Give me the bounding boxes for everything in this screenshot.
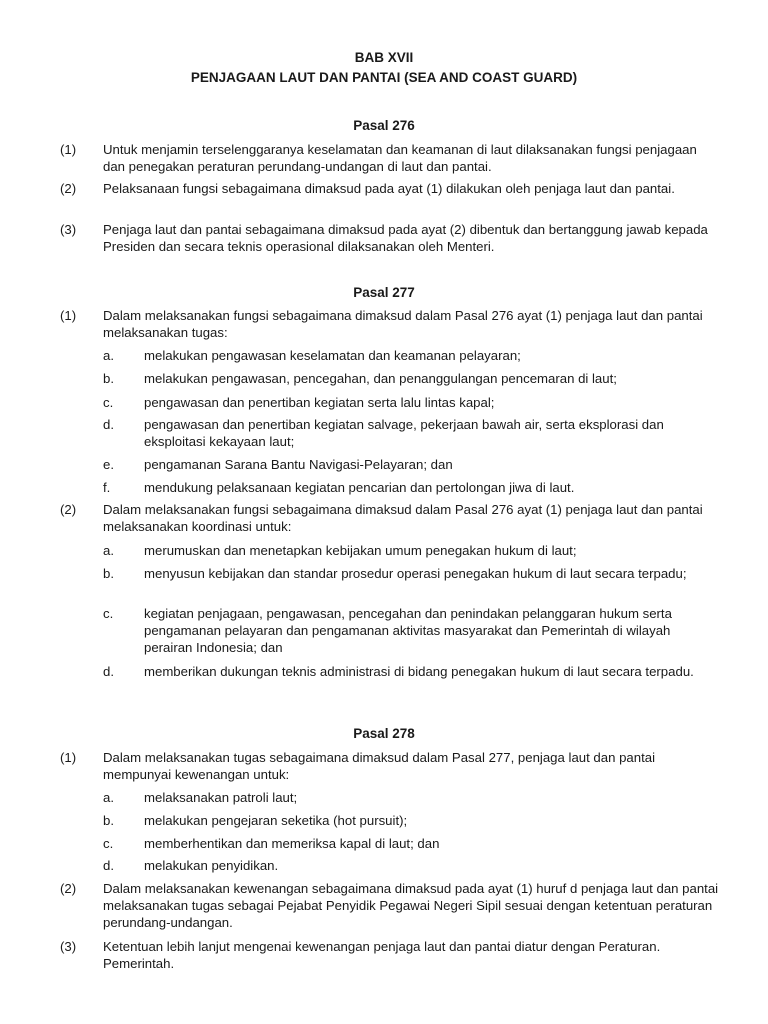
list-item: memberikan dukungan teknis administrasi di bidang penegakan hukum di laut secara terpadu. xyxy=(144,664,694,679)
article-278-ayat-1-number: (1) xyxy=(60,750,77,765)
chapter-number: BAB XVII xyxy=(354,50,414,65)
article-278-ayat-1-text: Dalam melaksanakan tugas sebagaimana dimaksud dalam Pasal 277, penjaga laut dan pantai mempunyai kewenangan untuk: xyxy=(103,750,656,782)
list-letter: d. xyxy=(103,664,114,679)
list-letter: a. xyxy=(103,790,114,805)
article-278-ayat-2-text: Dalam melaksanakan kewenangan sebagaimana dimaksud pada ayat (1) huruf d penjaga laut dan pantai melaksanakan tugas sebagai Pejabat Penyidik Pegawai Negeri Sipil sesuai dengan ketentuan peraturan perundang-undangan. xyxy=(103,881,719,930)
list-item: melaksanakan patroli laut; xyxy=(144,790,298,805)
list-letter: e. xyxy=(103,457,114,472)
article-277-title: Pasal 277 xyxy=(353,285,415,300)
article-276-ayat-1-number: (1) xyxy=(60,142,77,157)
list-item: melakukan pengawasan keselamatan dan keamanan pelayaran; xyxy=(144,348,521,363)
list-letter: a. xyxy=(103,543,114,558)
list-item: pengawasan dan penertiban kegiatan salvage, pekerjaan bawah air, serta eksplorasi dan eksploitasi kekayaan laut; xyxy=(144,417,664,449)
article-276-ayat-3-text: Penjaga laut dan pantai sebagaimana dimaksud pada ayat (2) dibentuk dan bertanggung jawab kepada Presiden dan secara teknis operasional dilaksanakan oleh Menteri. xyxy=(103,222,708,254)
article-276-ayat-3-number: (3) xyxy=(60,222,77,237)
article-278-ayat-2-number: (2) xyxy=(60,881,77,896)
list-letter: f. xyxy=(103,480,111,495)
article-277-ayat-1-text: Dalam melaksanakan fungsi sebagaimana dimaksud dalam Pasal 276 ayat (1) penjaga laut dan pantai melaksanakan tugas: xyxy=(103,308,703,340)
list-item: pengawasan dan penertiban kegiatan serta lalu lintas kapal; xyxy=(144,395,495,410)
list-item: kegiatan penjagaan, pengawasan, pencegahan dan penindakan pelanggaran hukum serta pengamanan pelayaran dan pengamanan aktivitas masyarakat dan Pemerintah di wilayah perairan Indonesia; dan xyxy=(144,606,672,655)
article-277-ayat-2-number: (2) xyxy=(60,502,77,517)
list-item: melakukan pengawasan, pencegahan, dan penanggulangan pencemaran di laut; xyxy=(144,371,617,386)
article-278-ayat-3-number: (3) xyxy=(60,939,77,954)
list-item: pengamanan Sarana Bantu Navigasi-Pelayaran; dan xyxy=(144,457,453,472)
article-277-ayat-2-text: Dalam melaksanakan fungsi sebagaimana dimaksud dalam Pasal 276 ayat (1) penjaga laut dan pantai melaksanakan koordinasi untuk: xyxy=(103,502,703,534)
article-276-title: Pasal 276 xyxy=(353,118,415,133)
list-item: melakukan pengejaran seketika (hot pursuit); xyxy=(144,813,408,828)
list-letter: c. xyxy=(103,395,114,410)
article-276-ayat-2-number: (2) xyxy=(60,181,77,196)
article-278-ayat-3-text: Ketentuan lebih lanjut mengenai kewenangan penjaga laut dan pantai diatur dengan Peraturan. Pemerintah. xyxy=(103,939,661,971)
article-276-ayat-2-text: Pelaksanaan fungsi sebagaimana dimaksud pada ayat (1) dilakukan oleh penjaga laut dan pantai. xyxy=(103,181,675,196)
list-letter: c. xyxy=(103,836,114,851)
list-letter: d. xyxy=(103,858,114,873)
list-letter: c. xyxy=(103,606,114,621)
chapter-title: PENJAGAAN LAUT DAN PANTAI (SEA AND COAST GUARD) xyxy=(190,70,578,85)
list-letter: b. xyxy=(103,371,114,386)
list-letter: a. xyxy=(103,348,114,363)
list-letter: b. xyxy=(103,813,114,828)
article-277-ayat-1-number: (1) xyxy=(60,308,77,323)
list-item: melakukan penyidikan. xyxy=(144,858,279,873)
article-278-title: Pasal 278 xyxy=(353,726,415,741)
list-item: mendukung pelaksanaan kegiatan pencarian dan pertolongan jiwa di laut. xyxy=(144,480,575,495)
article-276-ayat-1-text: Untuk menjamin terselenggaranya keselamatan dan keamanan di laut dilaksanakan fungsi penjagaan dan penegakan peraturan perundang-undangan di laut dan pantai. xyxy=(103,142,697,174)
list-letter: d. xyxy=(103,417,114,432)
list-item: menyusun kebijakan dan standar prosedur operasi penegakan hukum di laut secara terpadu; xyxy=(144,566,687,581)
list-letter: b. xyxy=(103,566,114,581)
list-item: merumuskan dan menetapkan kebijakan umum penegakan hukum di laut; xyxy=(144,543,577,558)
list-item: memberhentikan dan memeriksa kapal di laut; dan xyxy=(144,836,440,851)
